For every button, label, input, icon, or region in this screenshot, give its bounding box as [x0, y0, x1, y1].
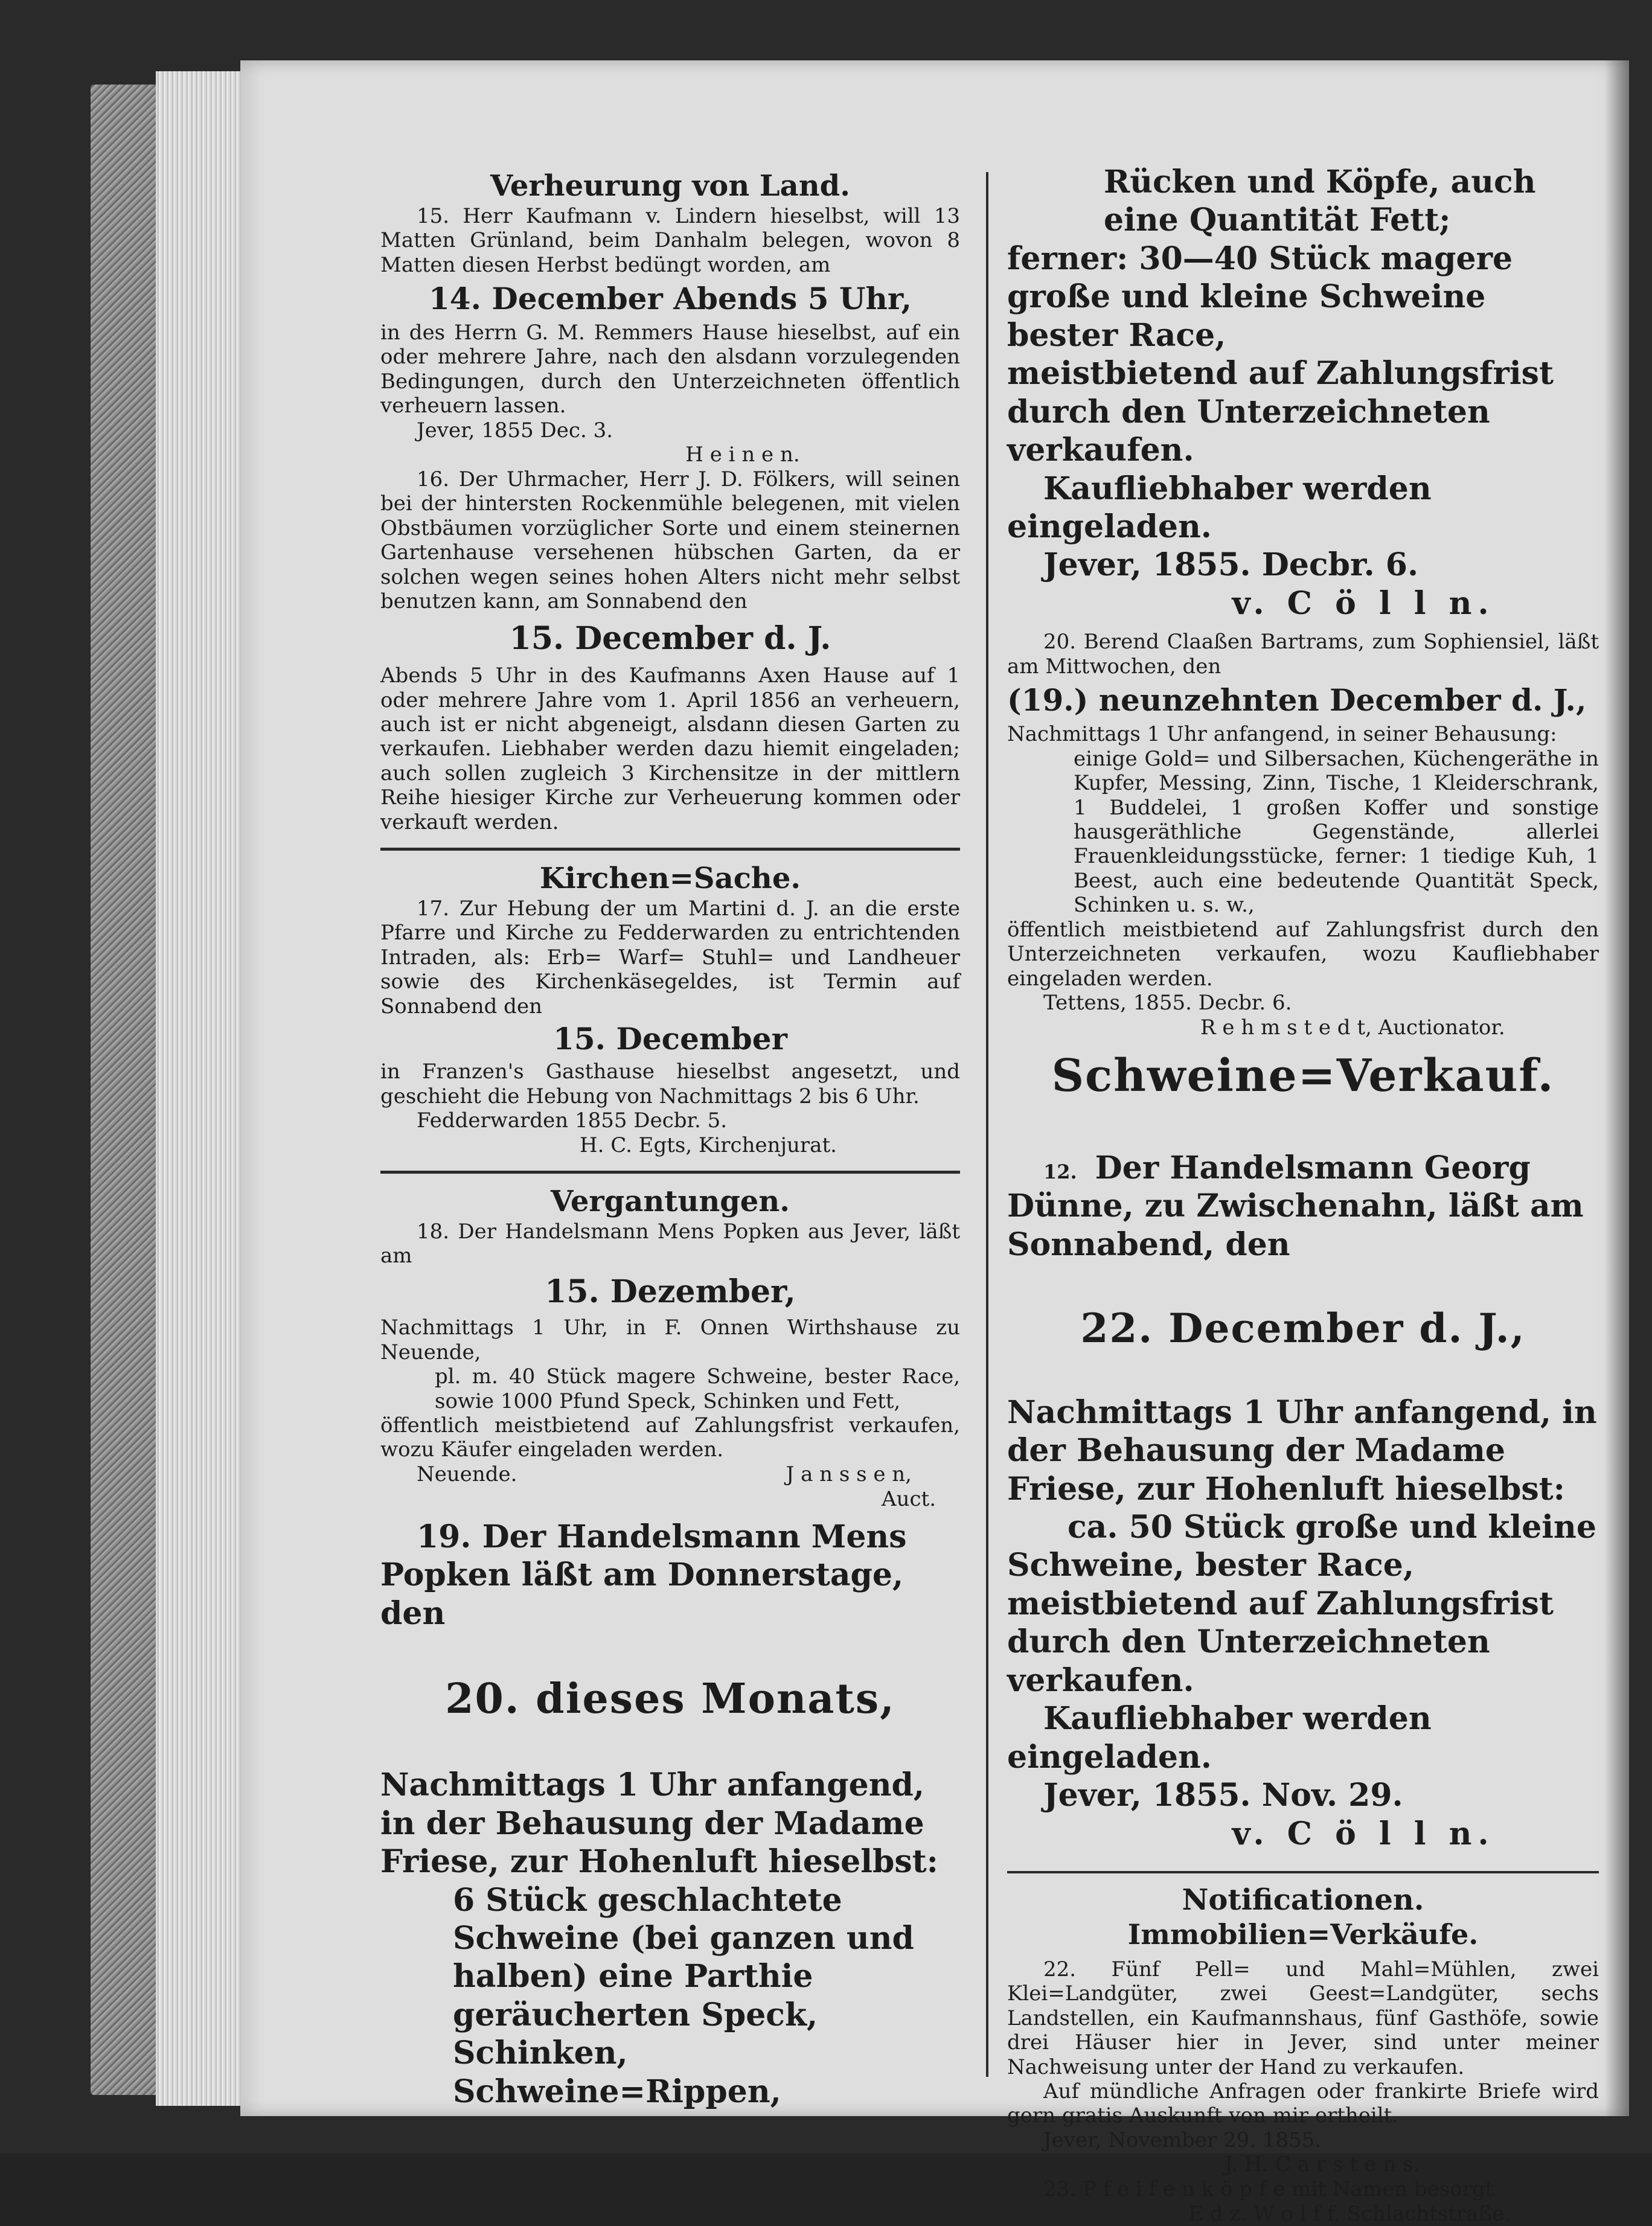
notice-15-body: in des Herrn G. M. Remmers Hause hieselbst, auf ein oder mehrere Jahre, nach den alsdann vorzulegenden Bedingungen, durch den Unterzeichneten öffentlich verheuern lassen.: [380, 320, 960, 418]
section-divider: [1007, 1871, 1599, 1873]
notice-15-date: 14. December Abends 5 Uhr,: [429, 280, 912, 316]
notice-18-signature: J a n s s e n,: [786, 1462, 912, 1487]
sv-body: Nachmittags 1 Uhr anfangend, in der Behausung der Madame Friese, zur Hohenluft hieselbst:: [1007, 1393, 1597, 1508]
notice-20-body: Nachmittags 1 Uhr anfangend, in seiner Behausung:: [1007, 722, 1557, 747]
notice-17-place: Fedderwarden 1855 Decbr. 5.: [417, 1108, 728, 1133]
section-subtitle-immobilien: Immobilien=Verkäufe.: [1127, 1917, 1479, 1951]
notice-18-role: Auct.: [882, 1487, 936, 1512]
notice-18-body: Nachmittags 1 Uhr, in F. Onnen Wirthshause zu Neuende,: [380, 1316, 960, 1364]
notice-20-goods: einige Gold= und Silbersachen, Küchengeräthe in Kupfer, Messing, Zinn, Tische, 1 Kleiderschrank, 1 Buddelei, 1 großen Koffer und sonstige hausgeräthliche Gegenstände, allerlei Frauenkleidungsstücke, ferner: 1 tiedige Kuh, 1 Beest, auch eine bedeutende Quantität Speck, Schinken u. s. w.,: [1074, 746, 1599, 918]
page-edges: [156, 71, 248, 2106]
right-column: [1007, 163, 1599, 2226]
sv-invite: Kaufliebhaber werden eingeladen.: [1007, 1700, 1432, 1776]
notice-23-signature: E d z. W o l f f, Schlachtstraße.: [1188, 2201, 1511, 2226]
newspaper-page: [240, 60, 1629, 2226]
notice-16-date: 15. December d. J.: [509, 619, 831, 657]
notice-19-goods: 6 Stück geschlachtete Schweine (bei ganzen und halben) eine Parthie geräucherten Speck, Schinken, Schweine=Rippen,: [453, 1881, 914, 2110]
notice-15-signature: H e i n e n.: [685, 443, 800, 467]
cont-terms: meistbietend auf Zahlungsfrist durch den Unterzeichneten verkaufen.: [1007, 355, 1554, 469]
cont-more-goods: ferner: 30—40 Stück magere große und kleine Schweine bester Race,: [1007, 240, 1513, 354]
sv-terms: meistbietend auf Zahlungsfrist durch den Unterzeichneten verkaufen.: [1007, 1585, 1554, 1699]
notice-22: 22. Fünf Pell= und Mahl=Mühlen, zwei Klei=Landgüter, zwei Geest=Landgüter, sechs Landstellen, ein Kaufmannshaus, fünf Gasthöfe, sowie drei Häuser hier in Jever, sind unter meiner Nachweisung unter der Hand zu verkaufen.: [1007, 1957, 1599, 2079]
notice-15: 15. Herr Kaufmann v. Lindern hieselbst, will 13 Matten Grünland, beim Danhalm belegen, wovon 8 Matten diesen Herbst bedüngt worden, am: [380, 203, 960, 277]
notice-22-info: Auf mündliche Anfragen oder frankirte Briefe wird gern gratis Auskunft von mir ertheilt.: [1007, 2079, 1599, 2128]
sv-date: 22. December d. J.,: [1080, 1305, 1526, 1352]
notice-20: 20. Berend Claaßen Bartrams, zum Sophiensiel, läßt am Mittwochen, den: [1007, 630, 1599, 679]
notice-18-goods: pl. m. 40 Stück magere Schweine, bester Race, sowie 1000 Pfund Speck, Schinken und Fett,: [435, 1364, 960, 1413]
notice-22-place: Jever, November 29. 1855.: [1043, 2128, 1322, 2152]
notice-19-body: Nachmittags 1 Uhr anfangend, in der Behausung der Madame Friese, zur Hohenluft hieselbst:: [380, 1767, 938, 1881]
notice-20-place: Tettens, 1855. Decbr. 6.: [1043, 991, 1292, 1015]
notice-16: 16. Der Uhrmacher, Herr J. D. Fölkers, will seinen bei der hintersten Rockenmühle belegenen, mit vielen Obstbäumen vorzüglicher Sorte und einem steinernen Gartenhause versehenen hübschen Garten, da er solchen wegen seines hohen Alters nicht mehr selbst benutzen kann, am Sonnabend den: [380, 467, 960, 614]
section-title-kirchen: Kirchen=Sache.: [539, 862, 801, 896]
notice-17-signature: H. C. Egts, Kirchenjurat.: [580, 1133, 837, 1157]
notice-20-signature: R e h m s t e d t, Auctionator.: [1200, 1015, 1505, 1040]
sv-number: 12.: [1043, 1160, 1077, 1183]
cont-signature: v. C ö l l n.: [1232, 584, 1495, 622]
cont-goods: Rücken und Köpfe, auch eine Quantität Fett;: [1104, 164, 1536, 239]
notice-19: 19. Der Handelsmann Mens Popken läßt am Donnerstage, den: [380, 1518, 907, 1632]
column-divider: [986, 172, 988, 2077]
notice-18-terms: öffentlich meistbietend auf Zahlungsfrist verkaufen, wozu Käufer eingeladen werden.: [380, 1413, 960, 1462]
sv-intro: Der Handelsmann Georg Dünne, zu Zwischenahn, läßt am Sonnabend, den: [1007, 1149, 1584, 1263]
notice-16-body: Abends 5 Uhr in des Kaufmanns Axen Hause auf 1 oder mehrere Jahre vom 1. April 1856 an verheuern, auch ist er nicht abgeneigt, alsdann diesen Garten zu verkaufen. Liebhaber werden dazu hiemit eingeladen; auch sollen zugleich 3 Kirchensitze in der mittlern Reihe hiesiger Kirche zur Verheuerung kommen oder verkauft werden.: [380, 664, 960, 834]
gutter-shadow: [1605, 60, 1629, 2116]
sv-goods: ca. 50 Stück große und kleine Schweine, bester Race,: [1007, 1509, 1596, 1584]
notice-18-place: Neuende.: [417, 1462, 517, 1486]
sv-signature: v. C ö l l n.: [1232, 1815, 1495, 1852]
notice-15-place: Jever, 1855 Dec. 3.: [417, 418, 613, 443]
notice-17: 17. Zur Hebung der um Martini d. J. an die erste Pfarre und Kirche zu Fedderwarden zu entrichtenden Intraden, als: Erb= Warf= Stuhl= und Landheuer sowie des Kirchenkäsegeldes, ist Termin auf Sonnabend den: [380, 896, 960, 1019]
notice-23: 23. P f e i f e n k ö p f e mit Namen besorgt: [1043, 2177, 1494, 2202]
left-column: [380, 169, 960, 2111]
section-divider: [380, 848, 960, 851]
cont-place: Jever, 1855. Decbr. 6.: [1043, 546, 1419, 584]
section-title-notificationen: Notificationen.: [1182, 1882, 1424, 1917]
sv-notice: [1007, 1149, 1599, 1264]
notice-19-date: 20. dieses Monats,: [445, 1675, 895, 1724]
notice-17-date: 15. December: [553, 1021, 787, 1057]
notice-20-date: (19.) neunzehnten December d. J.,: [1007, 682, 1587, 718]
notice-20-terms: öffentlich meistbietend auf Zahlungsfrist durch den Unterzeichneten verkaufen, wozu Kaufliebhaber eingeladen werden.: [1007, 917, 1599, 991]
cont-invite: Kaufliebhaber werden eingeladen.: [1007, 470, 1432, 545]
section-title-vergantungen: Vergantungen.: [551, 1185, 790, 1219]
sv-place: Jever, 1855. Nov. 29.: [1043, 1777, 1403, 1814]
section-title-schweine-verkauf: Schweine=Verkauf.: [1051, 1050, 1555, 1102]
section-divider: [380, 1171, 960, 1174]
notice-22-signature: J. H. C a r s t e n s.: [1225, 2152, 1420, 2177]
section-title-verheurung: Verheurung von Land.: [490, 169, 850, 203]
notice-18-date: 15. Dezember,: [545, 1273, 796, 1310]
notice-17-body: in Franzen's Gasthause hieselbst angesetzt, und geschieht die Hebung von Nachmittags 2 bis 6 Uhr.: [380, 1060, 960, 1108]
notice-18: 18. Der Handelsmann Mens Popken aus Jever, läßt am: [380, 1219, 960, 1268]
